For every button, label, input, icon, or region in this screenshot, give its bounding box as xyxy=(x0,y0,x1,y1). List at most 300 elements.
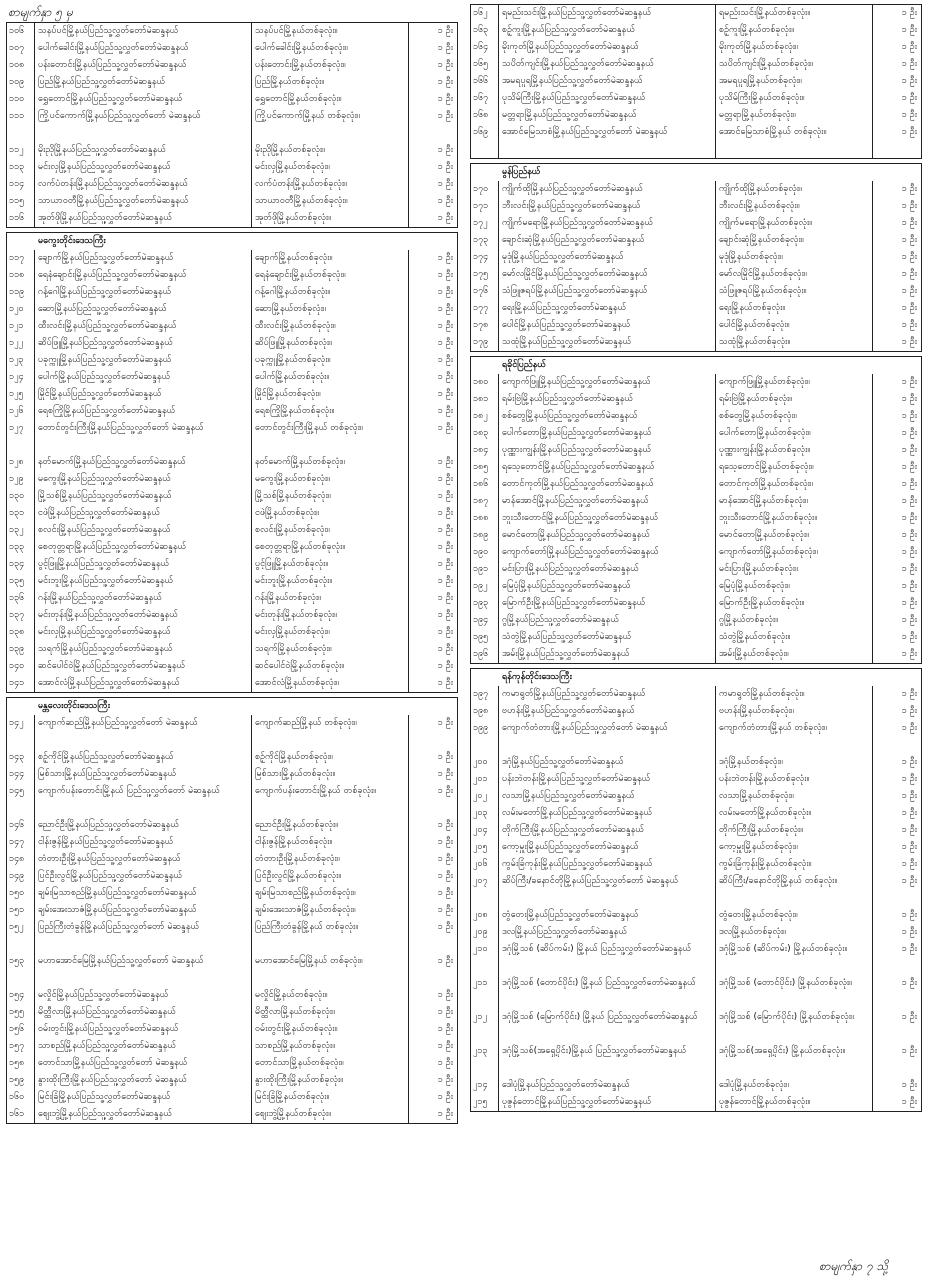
constituency-name: ဒေါပုံမြို့နယ်ပြည်သူ့လွှတ်တော်မဲဆန္ဒနယ် xyxy=(499,1077,716,1094)
seat-count: ၁ ဦး xyxy=(901,184,917,194)
seat-count: ၁ ဦး xyxy=(901,479,917,489)
constituency-name: ဆင်ပေါင်ဝဲမြို့နယ်ပြည်သူ့လွှတ်တော်မဲဆန္ဒနယ် xyxy=(35,658,252,675)
row-number: ၂၀၉ xyxy=(471,924,499,941)
row-number: ၁၃၅ xyxy=(7,573,35,590)
constituency-area: ပြည်ကြီးတံခွန်မြို့နယ် တစ်ခုလုံး။ xyxy=(252,919,409,953)
section-title: ရခိုင်ပြည်နယ် xyxy=(502,360,546,370)
row-number: ၁၂၈ xyxy=(7,454,35,471)
constituency-area: လသာမြို့နယ်တစ်ခုလုံး။ xyxy=(716,788,873,805)
row-number: ၁၀၉ xyxy=(7,74,35,91)
table-row xyxy=(471,527,921,544)
seat-count: ၁ ဦး xyxy=(437,956,453,966)
row-number: ၁၈၇ xyxy=(471,493,499,510)
seat-count: ၁ ဦး xyxy=(437,406,453,416)
seat-count: ၁ ဦး xyxy=(437,627,453,637)
constituency-area: ပန်းဘဲတန်းမြို့နယ်တစ်ခုလုံး။ xyxy=(716,771,873,788)
seat-count: ၁ ဦး xyxy=(901,42,917,52)
row-number: ၁၇၆ xyxy=(471,283,499,300)
constituency-area: မြင်းခြံမြို့နယ်တစ်ခုလုံး။ xyxy=(252,1089,409,1106)
constituency-name: ဝမ်းတွင်းမြို့နယ်ပြည်သူ့လွှတ်တော်မဲဆန္ဒနယ် xyxy=(35,1021,252,1038)
seat-count: ၁ ဦး xyxy=(901,615,917,625)
constituency-area: မင်းပြားမြို့နယ်တစ်ခုလုံး။ xyxy=(716,561,873,578)
row-number: ၁၁၁ xyxy=(7,108,35,142)
table-row xyxy=(471,975,921,1009)
constituency-area: ငါန်းဇွန်မြို့နယ်တစ်ခုလုံး။ xyxy=(252,834,409,851)
constituency-area: ရသေ့တောင်မြို့နယ်တစ်ခုလုံး။ xyxy=(716,459,873,476)
constituency-name: ဆိပ်ဖြူမြို့နယ်ပြည်သူ့လွှတ်တော်မဲဆန္ဒနယ် xyxy=(35,335,252,352)
table-row xyxy=(471,544,921,561)
constituency-area: မင်းလှမြို့နယ်တစ်ခုလုံး။ xyxy=(252,624,409,641)
seat-count: ၁ ဦး xyxy=(901,649,917,659)
table-row xyxy=(7,522,457,539)
constituency-name: ဒဂုံမြို့သစ် (တောင်ပိုင်း) မြို့နယ် ပြည်သူ့လွှတ်တော်မဲဆန္ဒနယ် xyxy=(499,975,716,1009)
row-number: ၂၀၆ xyxy=(471,856,499,873)
constituency-name: ဈေးဘွဲ့မြို့နယ်ပြည်သူ့လွှတ်တော်မဲဆန္ဒနယ် xyxy=(35,1106,252,1123)
table-row xyxy=(471,822,921,839)
table-row xyxy=(7,23,457,40)
constituency-area: ရမည်းသင်းမြို့နယ်တစ်ခုလုံး။ xyxy=(716,5,873,22)
table-row xyxy=(7,783,457,817)
constituency-area: ဒေါပုံမြို့နယ်တစ်ခုလုံး။ xyxy=(716,1077,873,1094)
seat-count: ၁ ဦး xyxy=(437,423,453,433)
row-number: ၁၃၆ xyxy=(7,590,35,607)
table-row xyxy=(471,283,921,300)
seat-count: ၁ ဦး xyxy=(437,287,453,297)
table-row xyxy=(7,953,457,987)
row-number: ၁၂၄ xyxy=(7,369,35,386)
row-number: ၁၅၅ xyxy=(7,1004,35,1021)
constituency-area: ကျောက်ဖြူမြို့နယ်တစ်ခုလုံး။ xyxy=(716,374,873,391)
constituency-area: မုဒုံမြို့နယ်တစ်ခုလုံး။ xyxy=(716,249,873,266)
right-column xyxy=(470,4,922,1112)
row-number: ၁၉၄ xyxy=(471,612,499,629)
constituency-name: ဘီးလင်းမြို့နယ်ပြည်သူ့လွှတ်တော်မဲဆန္ဒနယ် xyxy=(499,198,716,215)
constituency-section xyxy=(6,697,458,1124)
table-row xyxy=(7,108,457,142)
constituency-name: ရွှေတောင်မြို့နယ်ပြည်သူ့လွှတ်တော်မဲဆန္ဒနယ် xyxy=(35,91,252,108)
row-number: ၁၂၉ xyxy=(7,471,35,488)
row-number: ၁၇၅ xyxy=(471,266,499,283)
constituency-area: ချမ်းမြသာစည်မြို့နယ်တစ်ခုလုံး။ xyxy=(252,885,409,902)
row-number: ၁၉၆ xyxy=(471,646,499,663)
row-number: ၁၆၁ xyxy=(7,1106,35,1123)
constituency-name: တွံတေးမြို့နယ်ပြည်သူ့လွှတ်တော်မဲဆန္ဒနယ် xyxy=(499,907,716,924)
row-number: ၂၀၈ xyxy=(471,907,499,924)
table-row xyxy=(7,176,457,193)
constituency-area: ညောင်ဦးမြို့နယ်တစ်ခုလုံး။ xyxy=(252,817,409,834)
seat-count: ၁ ဦး xyxy=(901,1012,917,1022)
table-row xyxy=(471,391,921,408)
row-number: ၂၀၁ xyxy=(471,771,499,788)
row-number: ၁၆၃ xyxy=(471,22,499,39)
row-number: ၁၉၁ xyxy=(471,561,499,578)
table-row xyxy=(471,907,921,924)
constituency-area: သထုံမြို့နယ်တစ်ခုလုံး။ xyxy=(716,334,873,351)
constituency-name: ပွင့်ဖြူမြို့နယ်ပြည်သူ့လွှတ်တော်မဲဆန္ဒနယ် xyxy=(35,556,252,573)
constituency-area: ပေါင်မြို့နယ်တစ်ခုလုံး။ xyxy=(716,317,873,334)
constituency-area: ရေးမြို့နယ်တစ်ခုလုံး။ xyxy=(716,300,873,317)
seat-count: ၁ ဦး xyxy=(437,145,453,155)
table-row xyxy=(7,284,457,301)
constituency-name: မြစ်သားမြို့နယ်ပြည်သူ့လွှတ်တော်မဲဆန္ဒနယ် xyxy=(35,766,252,783)
constituency-name: သံတွဲမြို့နယ်ပြည်သူ့လွှတ်တော်မဲဆန္ဒနယ် xyxy=(499,629,716,646)
table-row xyxy=(471,300,921,317)
row-number: ၁၁၆ xyxy=(7,210,35,227)
constituency-name: စဉ့်ကိုင်မြို့နယ်ပြည်သူ့လွှတ်တော်မဲဆန္ဒနယ် xyxy=(35,749,252,766)
constituency-name: ချောင်းဆုံမြို့နယ်ပြည်သူ့လွှတ်တော်မဲဆန္ဒနယ် xyxy=(499,232,716,249)
row-number: ၁၅၄ xyxy=(7,987,35,1004)
table-row xyxy=(7,539,457,556)
constituency-area: နွားထိုးကြီးမြို့နယ်တစ်ခုလုံး။ xyxy=(252,1072,409,1089)
seat-count: ၁ ဦး xyxy=(437,678,453,688)
table-row xyxy=(7,210,457,227)
constituency-area: ဒဂုံမြို့သစ် (တောင်ပိုင်း) မြို့နယ်တစ်ခုလုံး။ xyxy=(716,975,873,1009)
constituency-area: ကျောက်တံတားမြို့နယ် တစ်ခုလုံး။ xyxy=(716,720,873,754)
constituency-area: လက်ပံတန်းမြို့နယ်တစ်ခုလုံး။ xyxy=(252,176,409,193)
constituency-area: တွံတေးမြို့နယ်တစ်ခုလုံး။ xyxy=(716,907,873,924)
seat-count: ၁ ဦး xyxy=(901,757,917,767)
seat-count: ၁ ဦး xyxy=(437,491,453,501)
table-row xyxy=(7,1038,457,1055)
constituency-name: ပခုက္ကူမြို့နယ်ပြည်သူ့လွှတ်တော်မဲဆန္ဒနယ် xyxy=(35,352,252,369)
constituency-section xyxy=(470,163,922,352)
table-row xyxy=(471,1077,921,1094)
constituency-area: ဗဟန်းမြို့နယ်တစ်ခုလုံး။ xyxy=(716,703,873,720)
seat-count: ၁ ဦး xyxy=(901,876,917,886)
seat-count: ၁ ဦး xyxy=(901,286,917,296)
seat-count: ၁ ဦး xyxy=(901,269,917,279)
constituency-section xyxy=(470,668,922,1112)
seat-count: ၁ ဦး xyxy=(437,196,453,206)
table-row xyxy=(7,369,457,386)
seat-count: ၁ ဦး xyxy=(901,25,917,35)
constituency-name: ဒဂုံမြို့သစ်(အရှေ့ပိုင်း)မြို့နယ် ပြည်သူ့လွှတ်တော်မဲဆန္ဒနယ် xyxy=(499,1043,716,1077)
seat-count: ၁ ဦး xyxy=(437,1109,453,1119)
table-row xyxy=(7,420,457,454)
constituency-name: ပေါက်မြို့နယ်ပြည်သူ့လွှတ်တော်မဲဆန္ဒနယ် xyxy=(35,369,252,386)
constituency-name: ပန်းတောင်းမြို့နယ်ပြည်သူ့လွှတ်တော်မဲဆန္ဒနယ် xyxy=(35,57,252,74)
row-number: ၁၉၅ xyxy=(471,629,499,646)
constituency-name: ကမာရွတ်မြို့နယ်ပြည်သူ့လွှတ်တော်မဲဆန္ဒနယ် xyxy=(499,686,716,703)
row-number: ၁၅၉ xyxy=(7,1072,35,1089)
table-row xyxy=(471,425,921,442)
constituency-name: ပြင်ဦးလွင်မြို့နယ်ပြည်သူ့လွှတ်တော်မဲဆန္ဒနယ် xyxy=(35,868,252,885)
row-number: ၂၀၅ xyxy=(471,839,499,856)
constituency-area: ကမာရွတ်မြို့နယ်တစ်ခုလုံး။ xyxy=(716,686,873,703)
constituency-name: ကျောက်ဖြူမြို့နယ်ပြည်သူ့လွှတ်တော်မဲဆန္ဒနယ် xyxy=(499,374,716,391)
constituency-area: ရွှေတောင်မြို့နယ်တစ်ခုလုံး။ xyxy=(252,91,409,108)
seat-count: ၁ ဦး xyxy=(437,372,453,382)
table-row xyxy=(7,91,457,108)
seat-count: ၁ ဦး xyxy=(437,179,453,189)
constituency-name: ပုသိမ်ကြီးမြို့နယ်ပြည်သူ့လွှတ်တော်မဲဆန္ဒနယ် xyxy=(499,90,716,107)
seat-count: ၁ ဦး xyxy=(901,842,917,852)
table-row xyxy=(471,39,921,56)
seat-count: ၁ ဦး xyxy=(437,769,453,779)
constituency-area: ဒဂုံမြို့သစ် (မြောက်ပိုင်း) မြို့နယ်တစ်ခုလုံး။ xyxy=(716,1009,873,1043)
constituency-name: ကျောက်ဆည်မြို့နယ်ပြည်သူ့လွှတ်တော် မဲဆန္ဒနယ် xyxy=(35,715,252,749)
constituency-name: မလှိုင်မြို့နယ်ပြည်သူ့လွှတ်တော်မဲဆန္ဒနယ် xyxy=(35,987,252,1004)
seat-count: ၁ ဦး xyxy=(901,774,917,784)
constituency-area: အမရပူရမြို့နယ်တစ်ခုလုံး။ xyxy=(716,73,873,90)
seat-count: ၁ ဦး xyxy=(437,1058,453,1068)
constituency-name: နတ်မောက်မြို့နယ်ပြည်သူ့လွှတ်တော်မဲဆန္ဒနယ် xyxy=(35,454,252,471)
constituency-name: မာန်အောင်မြို့နယ်ပြည်သူ့လွှတ်တော်မဲဆန္ဒနယ် xyxy=(499,493,716,510)
constituency-name: ဒဂုံမြို့သစ် (ဆိပ်ကမ်း) မြို့နယ် ပြည်သူ့လွှတ်တော်မဲဆန္ဒနယ် xyxy=(499,941,716,975)
constituency-area: စစ်တွေမြို့နယ်တစ်ခုလုံး။ xyxy=(716,408,873,425)
row-number: ၁၃၈ xyxy=(7,624,35,641)
constituency-area: သနပ်ပင်မြို့နယ်တစ်ခုလုံး။ xyxy=(252,23,409,40)
seat-count: ၁ ဦး xyxy=(437,474,453,484)
table-row xyxy=(471,22,921,39)
constituency-area: ချောက်မြို့နယ်တစ်ခုလုံး။ xyxy=(252,250,409,267)
constituency-area: မင်းဘူးမြို့နယ်တစ်ခုလုံး။ xyxy=(252,573,409,590)
constituency-section xyxy=(6,22,458,228)
row-number: ၁၆၉ xyxy=(471,124,499,158)
constituency-area: ကော့မှူးမြို့နယ်တစ်ခုလုံး။ xyxy=(716,839,873,856)
constituency-name: ပြည်ကြီးတံခွန်မြို့နယ်ပြည်သူ့လွှတ်တော် မဲဆန္ဒနယ် xyxy=(35,919,252,953)
table-row xyxy=(7,386,457,403)
row-number: ၁၄၅ xyxy=(7,783,35,817)
constituency-name: ထီးလင်းမြို့နယ်ပြည်သူ့လွှတ်တော်မဲဆန္ဒနယ် xyxy=(35,318,252,335)
row-number: ၁၄၂ xyxy=(7,715,35,749)
table-row xyxy=(471,856,921,873)
table-row xyxy=(471,686,921,703)
row-number: ၁၆၄ xyxy=(471,39,499,56)
row-number: ၁၈၉ xyxy=(471,527,499,544)
row-number: ၂၁၄ xyxy=(471,1077,499,1094)
seat-count: ၁ ဦး xyxy=(901,1046,917,1056)
row-number: ၁၇၇ xyxy=(471,300,499,317)
constituency-name: ဂန်းမြို့နယ်ပြည်သူ့လွှတ်တော်မဲဆန္ဒနယ် xyxy=(35,590,252,607)
constituency-area: ထီးလင်းမြို့နယ်တစ်ခုလုံး။ xyxy=(252,318,409,335)
table-row xyxy=(7,488,457,505)
seat-count: ၁ ဦး xyxy=(901,859,917,869)
constituency-name: မတ္တရာမြို့နယ်ပြည်သူ့လွှတ်တော်မဲဆန္ဒနယ် xyxy=(499,107,716,124)
row-number: ၁၄၈ xyxy=(7,851,35,868)
constituency-name: နွားထိုးကြီးမြို့နယ်ပြည်သူ့လွှတ်တော် မဲဆန္ဒနယ် xyxy=(35,1072,252,1089)
constituency-name: ဂွမြို့နယ်ပြည်သူ့လွှတ်တော်မဲဆန္ဒနယ် xyxy=(499,612,716,629)
row-number: ၁၇၂ xyxy=(471,215,499,232)
table-row xyxy=(471,73,921,90)
row-number: ၁၇၁ xyxy=(471,198,499,215)
seat-count: ၁ ဦး xyxy=(437,644,453,654)
constituency-area: ပခုက္ကူမြို့နယ်တစ်ခုလုံး။ xyxy=(252,352,409,369)
seat-count: ၁ ဦး xyxy=(901,59,917,69)
seat-count: ၁ ဦး xyxy=(901,808,917,818)
row-number: ၁၄၃ xyxy=(7,749,35,766)
table-row xyxy=(471,249,921,266)
constituency-area: သာစည်မြို့နယ်တစ်ခုလုံး။ xyxy=(252,1038,409,1055)
table-row xyxy=(7,267,457,284)
table-row xyxy=(7,749,457,766)
constituency-name: လက်ပံတန်းမြို့နယ်ပြည်သူ့လွှတ်တော်မဲဆန္ဒနယ် xyxy=(35,176,252,193)
row-number: ၁၈၈ xyxy=(471,510,499,527)
seat-count: ၁ ဦး xyxy=(437,26,453,36)
constituency-area: စလင်းမြို့နယ်တစ်ခုလုံး။ xyxy=(252,522,409,539)
row-number: ၁၄၇ xyxy=(7,834,35,851)
table-row xyxy=(7,318,457,335)
constituency-name: မင်းဘူးမြို့နယ်ပြည်သူ့လွှတ်တော်မဲဆန္ဒနယ် xyxy=(35,573,252,590)
table-row xyxy=(7,193,457,210)
constituency-name: ပြည်မြို့နယ်ပြည်သူ့လွှတ်တော်မဲဆန္ဒနယ် xyxy=(35,74,252,91)
row-number: ၁၇၄ xyxy=(471,249,499,266)
row-number: ၁၁၄ xyxy=(7,176,35,193)
constituency-area: စဉ့်ကူးမြို့နယ်တစ်ခုလုံး။ xyxy=(716,22,873,39)
seat-count: ၁ ဦး xyxy=(437,389,453,399)
section-title: ရန်ကုန်တိုင်းဒေသကြီး xyxy=(502,672,572,682)
row-number: ၁၃၇ xyxy=(7,607,35,624)
row-number: ၁၅၇ xyxy=(7,1038,35,1055)
constituency-name: မဟာအောင်မြေမြို့နယ်ပြည်သူ့လွှတ်တော် မဲဆန္ဒနယ် xyxy=(35,953,252,987)
table-row xyxy=(471,107,921,124)
row-number: ၂၁၀ xyxy=(471,941,499,975)
seat-count: ၁ ဦး xyxy=(437,542,453,552)
constituency-area: အောင်မြေသာစံမြို့နယ် တစ်ခုလုံး။ xyxy=(716,124,873,158)
constituency-area: ကျောက်ပန်းတောင်းမြို့နယ် တစ်ခုလုံး။ xyxy=(252,783,409,817)
seat-count: ၁ ဦး xyxy=(437,1041,453,1051)
table-row xyxy=(471,612,921,629)
constituency-name: မြို့သစ်မြို့နယ်ပြည်သူ့လွှတ်တော်မဲဆန္ဒနယ် xyxy=(35,488,252,505)
table-row xyxy=(7,624,457,641)
constituency-name: ရေနံချောင်းမြို့နယ်ပြည်သူ့လွှတ်တော်မဲဆန္ဒနယ် xyxy=(35,267,252,284)
table-row xyxy=(471,924,921,941)
seat-count: ၁ ဦး xyxy=(901,723,917,733)
seat-count: ၁ ဦး xyxy=(437,752,453,762)
table-row xyxy=(471,181,921,198)
seat-count: ၁ ဦး xyxy=(901,978,917,988)
table-row xyxy=(471,805,921,822)
seat-count: ၁ ဦး xyxy=(437,990,453,1000)
table-row xyxy=(7,851,457,868)
constituency-name: ဂန့်ဂေါမြို့နယ်ပြည်သူ့လွှတ်တော်မဲဆန္ဒနယ် xyxy=(35,284,252,301)
constituency-area: မတ္တရာမြို့နယ်တစ်ခုလုံး။ xyxy=(716,107,873,124)
seat-count: ၁ ဦး xyxy=(437,576,453,586)
constituency-area: ပုဏ္ဏားကျွန်းမြို့နယ်တစ်ခုလုံး။ xyxy=(716,442,873,459)
row-number: ၁၅၀ xyxy=(7,885,35,902)
constituency-name: ရမ်းဗြဲမြို့နယ်ပြည်သူ့လွှတ်တော်မဲဆန္ဒနယ် xyxy=(499,391,716,408)
seat-count: ၁ ဦး xyxy=(901,825,917,835)
table-row xyxy=(471,561,921,578)
seat-count: ၁ ဦး xyxy=(437,321,453,331)
table-row xyxy=(471,510,921,527)
constituency-area: ပုဇွန်တောင်မြို့နယ်တစ်ခုလုံး။ xyxy=(716,1094,873,1111)
seat-count: ၁ ဦး xyxy=(901,689,917,699)
seat-count: ၁ ဦး xyxy=(901,411,917,421)
constituency-area: မဟာအောင်မြေမြို့နယ် တစ်ခုလုံး။ xyxy=(252,953,409,987)
row-number: ၁၂၆ xyxy=(7,403,35,420)
constituency-name: အောင်လံမြို့နယ်ပြည်သူ့လွှတ်တော်မဲဆန္ဒနယ် xyxy=(35,675,252,692)
seat-count: ၁ ဦး xyxy=(901,8,917,18)
constituency-area: ပန်းတောင်းမြို့နယ်တစ်ခုလုံး။ xyxy=(252,57,409,74)
row-number: ၁၈၂ xyxy=(471,408,499,425)
table-row xyxy=(471,1043,921,1077)
seat-count: ၁ ဦး xyxy=(901,547,917,557)
seat-count: ၁ ဦး xyxy=(901,564,917,574)
constituency-name: ပန်းဘဲတန်းမြို့နယ်ပြည်သူ့လွှတ်တော်မဲဆန္ဒနယ် xyxy=(499,771,716,788)
table-row xyxy=(7,556,457,573)
constituency-name: စေတုတ္တရာမြို့နယ်ပြည်သူ့လွှတ်တော်မဲဆန္ဒနယ် xyxy=(35,539,252,556)
row-number: ၂၁၃ xyxy=(471,1043,499,1077)
constituency-name: အုတ်ဖိုမြို့နယ်ပြည်သူ့လွှတ်တော်မဲဆန္ဒနယ် xyxy=(35,210,252,227)
table-row xyxy=(7,919,457,953)
table-row xyxy=(471,374,921,391)
constituency-name: သာစည်မြို့နယ်ပြည်သူ့လွှတ်တော်မဲဆန္ဒနယ် xyxy=(35,1038,252,1055)
constituency-area: ပေါက်တောမြို့နယ်တစ်ခုလုံး။ xyxy=(716,425,873,442)
row-number: ၂၁၂ xyxy=(471,1009,499,1043)
constituency-name: ပုဇွန်တောင်မြို့နယ်ပြည်သူ့လွှတ်တော်မဲဆန္ဒနယ် xyxy=(499,1094,716,1111)
constituency-area: ဂန့်ဂေါမြို့နယ်တစ်ခုလုံး။ xyxy=(252,284,409,301)
constituency-area: မောင်တောမြို့နယ်တစ်ခုလုံး။ xyxy=(716,527,873,544)
seat-count: ၁ ဦး xyxy=(901,1097,917,1107)
table-row xyxy=(7,658,457,675)
row-number: ၁၈၆ xyxy=(471,476,499,493)
row-number: ၁၀၈ xyxy=(7,57,35,74)
constituency-area: မြောက်ဦးမြို့နယ်တစ်ခုလုံး။ xyxy=(716,595,873,612)
constituency-name: တောင်ကုတ်မြို့နယ်ပြည်သူ့လွှတ်တော်မဲဆန္ဒနယ် xyxy=(499,476,716,493)
constituency-name: မင်းလှမြို့နယ်ပြည်သူ့လွှတ်တော်မဲဆန္ဒနယ် xyxy=(35,624,252,641)
constituency-name: တံတားဦးမြို့နယ်ပြည်သူ့လွှတ်တော်မဲဆန္ဒနယ် xyxy=(35,851,252,868)
row-number: ၁၆၇ xyxy=(471,90,499,107)
row-number: ၁၉၇ xyxy=(471,686,499,703)
constituency-area: အုတ်ဖိုမြို့နယ်တစ်ခုလုံး။ xyxy=(252,210,409,227)
row-number: ၁၁၅ xyxy=(7,193,35,210)
seat-count: ၁ ဦး xyxy=(901,377,917,387)
row-number: ၂၀၇ xyxy=(471,873,499,907)
row-number: ၂၀၄ xyxy=(471,822,499,839)
table-row xyxy=(7,250,457,267)
section-title: မွန်ပြည်နယ် xyxy=(502,167,541,177)
constituency-name: ဆိပ်ကြီး/ခနောင်တိုမြို့နယ်ပြည်သူ့လွှတ်တော် မဲဆန္ဒနယ် xyxy=(499,873,716,907)
constituency-area: ဘီးလင်းမြို့နယ်တစ်ခုလုံး။ xyxy=(716,198,873,215)
constituency-name: လမ်းမတော်မြို့နယ်ပြည်သူ့လွှတ်တော်မဲဆန္ဒနယ် xyxy=(499,805,716,822)
table-row xyxy=(7,817,457,834)
table-row xyxy=(471,90,921,107)
seat-count: ၁ ဦး xyxy=(437,837,453,847)
seat-count: ၁ ဦး xyxy=(901,127,917,137)
row-number: ၁၄၀ xyxy=(7,658,35,675)
table-row xyxy=(471,788,921,805)
table-row xyxy=(7,1089,457,1106)
constituency-name: ရေးမြို့နယ်ပြည်သူ့လွှတ်တော်မဲဆန္ဒနယ် xyxy=(499,300,716,317)
constituency-area: မော်လမြိုင်မြို့နယ်တစ်ခုလုံး။ xyxy=(716,266,873,283)
row-number: ၁၅၁ xyxy=(7,902,35,919)
constituency-area: မိုးကုတ်မြို့နယ်တစ်ခုလုံး။ xyxy=(716,39,873,56)
table-row xyxy=(471,1009,921,1043)
constituency-area: နတ်မောက်မြို့နယ်တစ်ခုလုံး။ xyxy=(252,454,409,471)
constituency-area: ကျိုက်မရောမြို့နယ်တစ်ခုလုံး။ xyxy=(716,215,873,232)
constituency-name: ရမည်းသင်းမြို့နယ်ပြည်သူ့လွှတ်တော်မဲဆန္ဒနယ် xyxy=(499,5,716,22)
constituency-name: အမ်းမြို့နယ်ပြည်သူ့လွှတ်တော်မဲဆန္ဒနယ် xyxy=(499,646,716,663)
constituency-name: မြောက်ဦးမြို့နယ်ပြည်သူ့လွှတ်တော်မဲဆန္ဒနယ် xyxy=(499,595,716,612)
constituency-name: ရသေ့တောင်မြို့နယ်ပြည်သူ့လွှတ်တော်မဲဆန္ဒနယ် xyxy=(499,459,716,476)
seat-count: ၁ ဦး xyxy=(437,1075,453,1085)
seat-count: ၁ ဦး xyxy=(437,718,453,728)
seat-count: ၁ ဦး xyxy=(901,530,917,540)
constituency-name: ကျောက်တော်မြို့နယ်ပြည်သူ့လွှတ်တော်မဲဆန္ဒနယ် xyxy=(499,544,716,561)
row-number: ၁၃၄ xyxy=(7,556,35,573)
constituency-area: ဈေးဘွဲ့မြို့နယ်တစ်ခုလုံး။ xyxy=(252,1106,409,1123)
constituency-name: မင်းတုန်းမြို့နယ်ပြည်သူ့လွှတ်တော်မဲဆန္ဒနယ် xyxy=(35,607,252,624)
seat-count: ၁ ဦး xyxy=(901,445,917,455)
table-row xyxy=(471,1094,921,1111)
table-row xyxy=(7,142,457,159)
constituency-area: ပြင်ဦးလွင်မြို့နယ်တစ်ခုလုံး။ xyxy=(252,868,409,885)
table-row xyxy=(7,1072,457,1089)
row-number: ၁၃၂ xyxy=(7,522,35,539)
seat-count: ၁ ဦး xyxy=(437,559,453,569)
constituency-name: မကွေးမြို့နယ်ပြည်သူ့လွှတ်တော်မဲဆန္ဒနယ် xyxy=(35,471,252,488)
